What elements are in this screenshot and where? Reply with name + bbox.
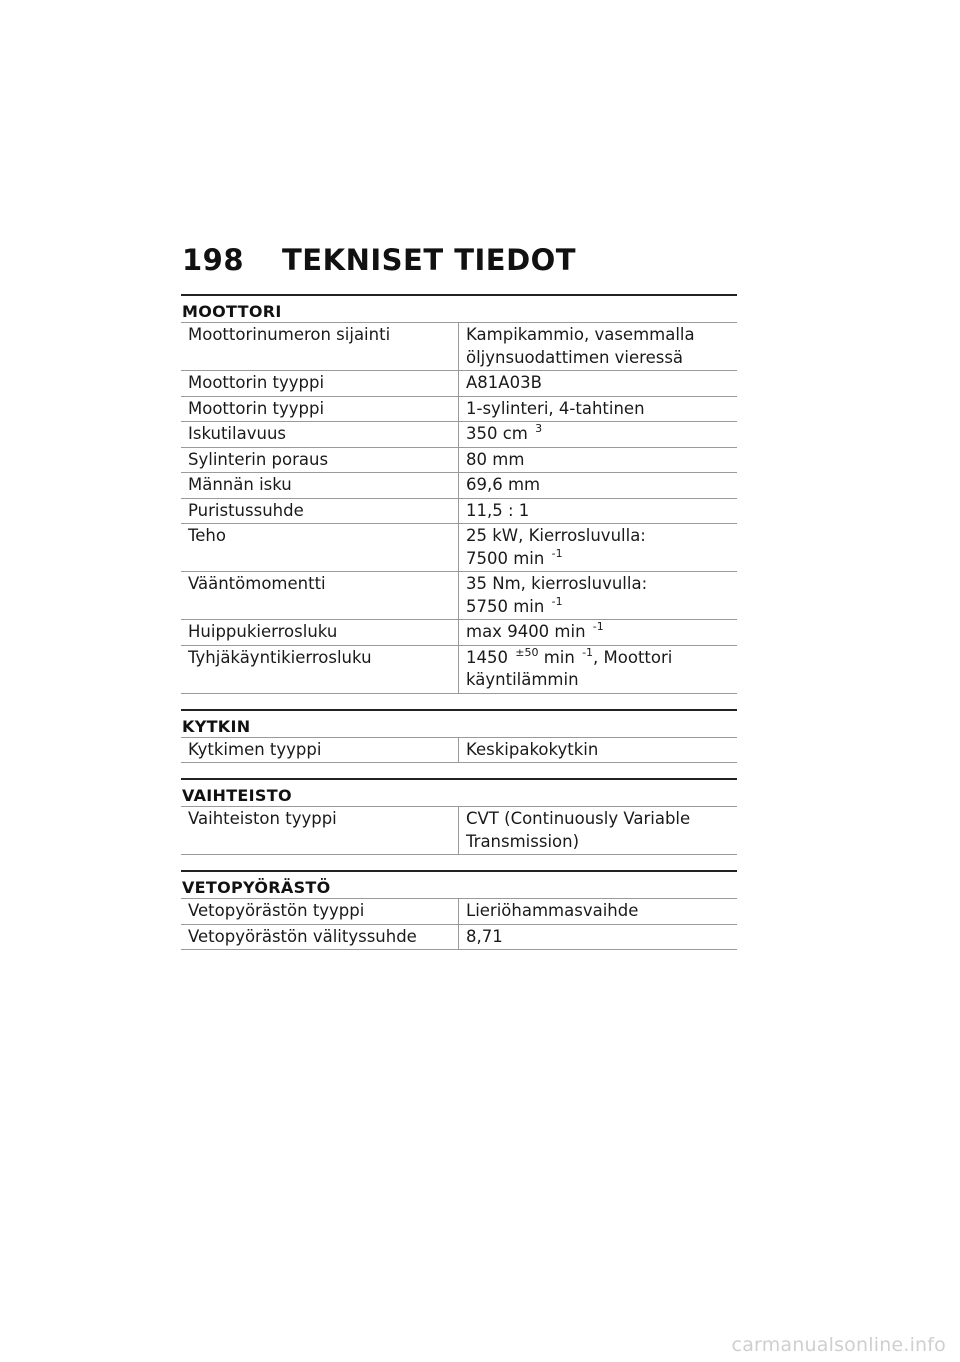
value-text: max 9400 min (466, 622, 591, 641)
spec-content (181, 294, 737, 965)
watermark: carmanualsonline.info (731, 1334, 946, 1356)
section-title: VETOPYÖRÄSTÖ (181, 870, 737, 898)
value-text: 350 cm (466, 424, 534, 443)
spec-row (181, 322, 737, 370)
superscript: -1 (551, 546, 563, 560)
spec-row (181, 498, 737, 524)
spec-row (181, 571, 737, 619)
spec-value (458, 925, 737, 950)
spec-section (181, 294, 737, 694)
spec-value (458, 646, 737, 693)
spec-value (458, 807, 737, 854)
value-text: Lieriöhammasvaihde (466, 901, 639, 920)
spec-row (181, 447, 737, 473)
value-text: käyntilämmin (466, 670, 579, 689)
spec-table (181, 806, 737, 855)
value-text: 69,6 mm (466, 475, 541, 494)
value-text: 7500 min (466, 548, 550, 568)
spec-row (181, 924, 737, 951)
value-text: 35 Nm, kierrosluvulla: (466, 574, 648, 593)
spec-label: Moottorinumeron sijainti (188, 325, 391, 344)
spec-value (458, 473, 737, 498)
spec-label: Teho (188, 526, 226, 545)
spec-value (458, 899, 737, 924)
value-text: min (538, 647, 581, 667)
page-number: 198 (182, 243, 245, 277)
page-header (182, 243, 576, 277)
spec-row (181, 898, 737, 924)
spec-section (181, 870, 737, 950)
section-title: KYTKIN (181, 709, 737, 737)
spec-table (181, 322, 737, 694)
spec-label: Kytkimen tyyppi (188, 739, 322, 759)
spec-row (181, 370, 737, 396)
spec-table (181, 898, 737, 950)
page-title: TEKNISET TIEDOT (282, 243, 577, 277)
value-text: A81A03B (466, 373, 542, 392)
spec-label: Moottorin tyyppi (188, 373, 325, 392)
value-text: Keskipakokytkin (466, 739, 599, 759)
superscript: -1 (592, 620, 604, 633)
value-text: 1-sylinteri, 4-tahtinen (466, 398, 645, 418)
spec-label: Iskutilavuus (188, 424, 286, 443)
spec-row (181, 619, 737, 645)
spec-row (181, 737, 737, 764)
value-text: Kampikammio, vasemmalla (466, 325, 695, 344)
spec-label: Huippukierrosluku (188, 622, 338, 641)
spec-label: Puristussuhde (188, 500, 304, 520)
superscript: 3 (535, 422, 543, 435)
superscript: -1 (551, 594, 563, 608)
spec-value (458, 524, 737, 571)
spec-label: Vetopyörästön tyyppi (188, 901, 365, 920)
spec-row (181, 396, 737, 422)
spec-label: Vetopyörästön välityssuhde (188, 926, 417, 946)
value-text: 11,5 : 1 (466, 500, 530, 520)
spec-label: Moottorin tyyppi (188, 398, 325, 418)
spec-table (181, 737, 737, 764)
spec-value (458, 397, 737, 422)
value-text: 5750 min (466, 596, 550, 616)
spec-value (458, 620, 737, 645)
spec-row (181, 472, 737, 498)
value-text: 1450 (466, 647, 514, 667)
spec-row (181, 523, 737, 571)
spec-value (458, 572, 737, 619)
spec-value (458, 422, 737, 447)
spec-label: Vääntömomentti (188, 574, 326, 593)
value-text: CVT (Continuously Variable (466, 809, 691, 828)
spec-label: Vaihteiston tyyppi (188, 809, 337, 828)
spec-row (181, 806, 737, 855)
section-title: MOOTTORI (181, 294, 737, 322)
value-text: 80 mm (466, 449, 525, 469)
spec-row (181, 645, 737, 694)
value-text: öljynsuodattimen vieressä (466, 347, 684, 367)
value-text: 8,71 (466, 926, 503, 946)
spec-value (458, 371, 737, 396)
value-text: 25 kW, Kierrosluvulla: (466, 526, 646, 545)
spec-label: Tyhjäkäyntikierrosluku (188, 647, 372, 667)
value-text: Transmission) (466, 831, 580, 851)
superscript: ±50 (515, 645, 539, 659)
spec-label: Sylinterin poraus (188, 449, 329, 469)
spec-label: Männän isku (188, 475, 292, 494)
spec-section (181, 778, 737, 855)
superscript: -1 (582, 645, 594, 659)
spec-value (458, 323, 737, 370)
spec-value (458, 499, 737, 524)
spec-value (458, 738, 737, 763)
spec-row (181, 421, 737, 447)
spec-value (458, 448, 737, 473)
value-text: , Moottori (593, 647, 673, 667)
section-title: VAIHTEISTO (181, 778, 737, 806)
spec-section (181, 709, 737, 764)
